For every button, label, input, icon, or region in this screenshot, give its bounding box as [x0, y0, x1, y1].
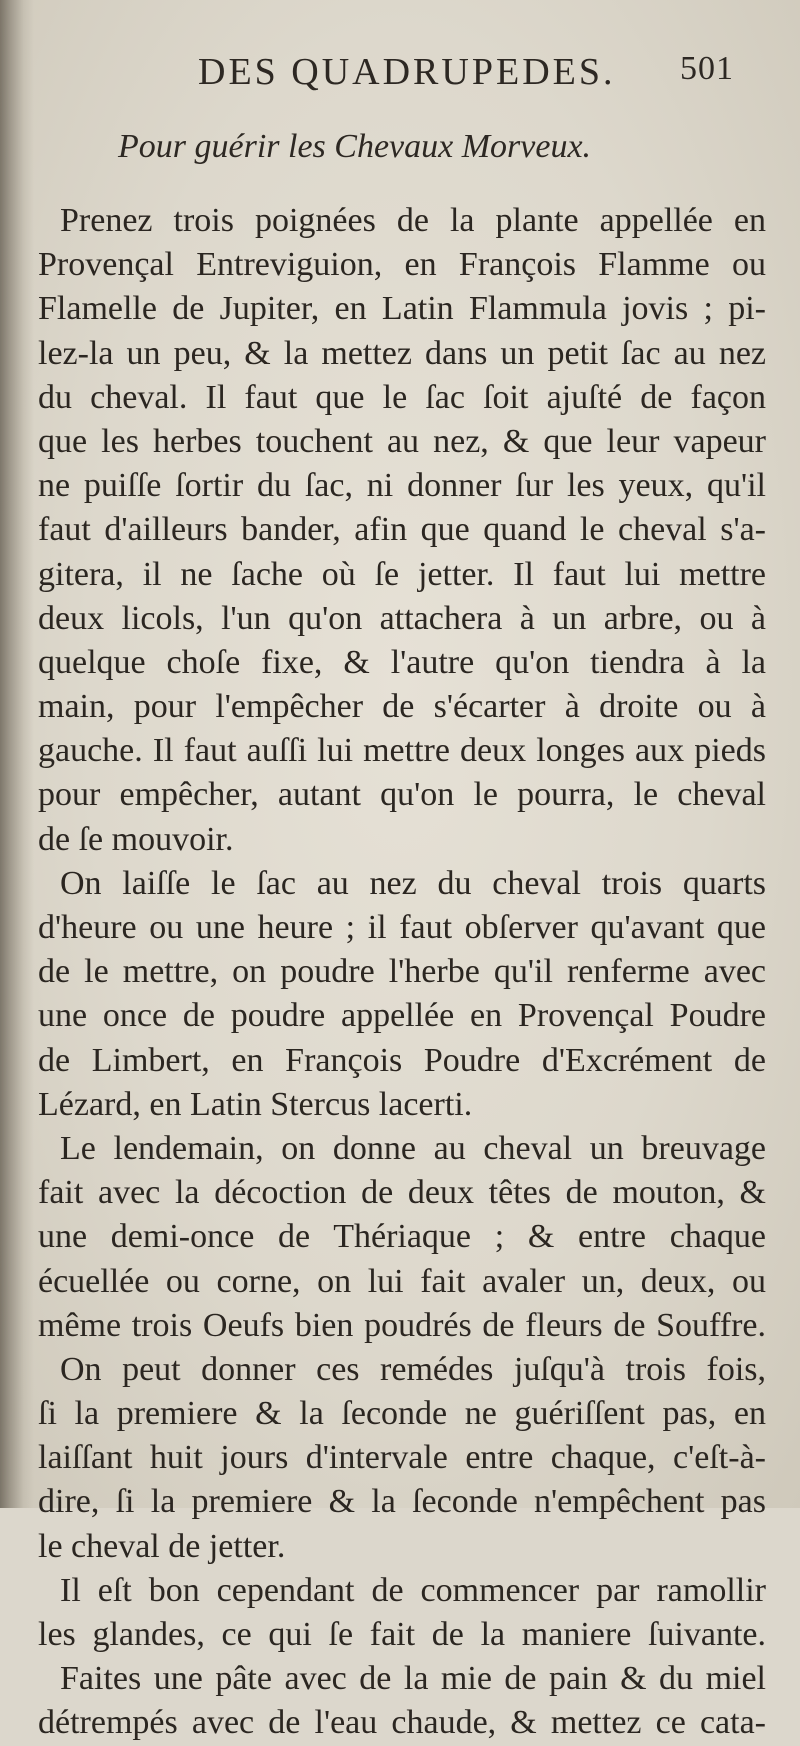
- running-head: [0, 50, 800, 100]
- text-line: gauche. Il faut auſſi lui mettre deux longes aux pieds: [38, 732, 766, 770]
- text-line: On peut donner ces remédes juſqu'à trois fois,: [60, 1350, 766, 1388]
- text-line: ſi la premiere & la ſeconde ne guériſſent pas, en: [38, 1395, 766, 1433]
- text-line: On laiſſe le ſac au nez du cheval trois quarts: [60, 864, 766, 902]
- text-line: Provençal Entreviguion, en François Flamme ou: [38, 246, 766, 284]
- text-line: Prenez trois poignées de la plante appellée en: [60, 202, 766, 239]
- text-line: main, pour l'empêcher de s'écarter à droite ou à: [38, 688, 766, 726]
- text-line: le cheval de jetter.: [38, 1527, 286, 1565]
- text-line: de Limbert, en François Poudre d'Excrément de: [38, 1041, 766, 1079]
- text-line: faut d'ailleurs bander, afin que quand le cheval s'a-: [38, 511, 766, 549]
- text-line: Faites une pâte avec de la mie de pain & du miel: [60, 1660, 766, 1698]
- text-line: Lézard, en Latin Stercus lacerti.: [38, 1085, 473, 1123]
- text-line: lez-la un peu, & la mettez dans un petit ſac au nez: [38, 334, 766, 372]
- text-line: Le lendemain, on donne au cheval un breuvage: [60, 1129, 766, 1167]
- text-line: dire, ſi la premiere & la ſeconde n'empêchent pas: [38, 1483, 766, 1521]
- text-line: laiſſant huit jours d'intervale entre chaque, c'eſt-à-: [38, 1439, 766, 1477]
- text-line: gitera, il ne ſache où ſe jetter. Il faut lui mettre: [38, 555, 766, 593]
- text-line: de le mettre, on poudre l'herbe qu'il renferme avec: [38, 953, 766, 991]
- text-line: deux licols, l'un qu'on attachera à un arbre, ou à: [38, 599, 766, 637]
- text-line: même trois Oeufs bien poudrés de fleurs de Souffre.: [38, 1306, 766, 1344]
- text-line: ne puiſſe ſortir du ſac, ni donner ſur les yeux, qu'il: [38, 467, 766, 505]
- text-line: de ſe mouvoir.: [38, 820, 234, 858]
- page-binding-shadow: [0, 0, 34, 1508]
- text-line: Il eſt bon cependant de commencer par ramollir: [60, 1571, 766, 1609]
- running-head-title: DES QUADRUPEDES.: [198, 51, 616, 93]
- text-line: du cheval. Il faut que le ſac ſoit ajuſté de façon: [38, 378, 766, 416]
- text-line: écuellée ou corne, on lui fait avaler un, deux, ou: [38, 1262, 766, 1300]
- text-line: pour empêcher, autant qu'on le pourra, le cheval: [38, 776, 766, 814]
- text-line: une once de poudre appellée en Provençal Poudre: [38, 997, 766, 1035]
- text-line: d'heure ou une heure ; il faut obſerver qu'avant que: [38, 909, 766, 946]
- text-line: Flamelle de Jupiter, en Latin Flammula jovis ; pi-: [38, 290, 766, 328]
- page-number: 501: [680, 50, 734, 87]
- section-title: Pour guérir les Chevaux Morveux.: [118, 128, 592, 165]
- text-line: les glandes, ce qui ſe fait de la maniere ſuivante.: [38, 1616, 766, 1653]
- text-line: fait avec la décoction de deux têtes de mouton, &: [38, 1174, 766, 1212]
- text-line: quelque choſe fixe, & l'autre qu'on tiendra à la: [38, 643, 766, 681]
- text-line: une demi-once de Thériaque ; & entre chaque: [38, 1218, 766, 1256]
- body-text: [38, 199, 766, 1746]
- text-line: détrempés avec de l'eau chaude, & mettez ce cata-: [38, 1704, 766, 1742]
- text-line: que les herbes touchent au nez, & que leur vapeur: [38, 422, 766, 460]
